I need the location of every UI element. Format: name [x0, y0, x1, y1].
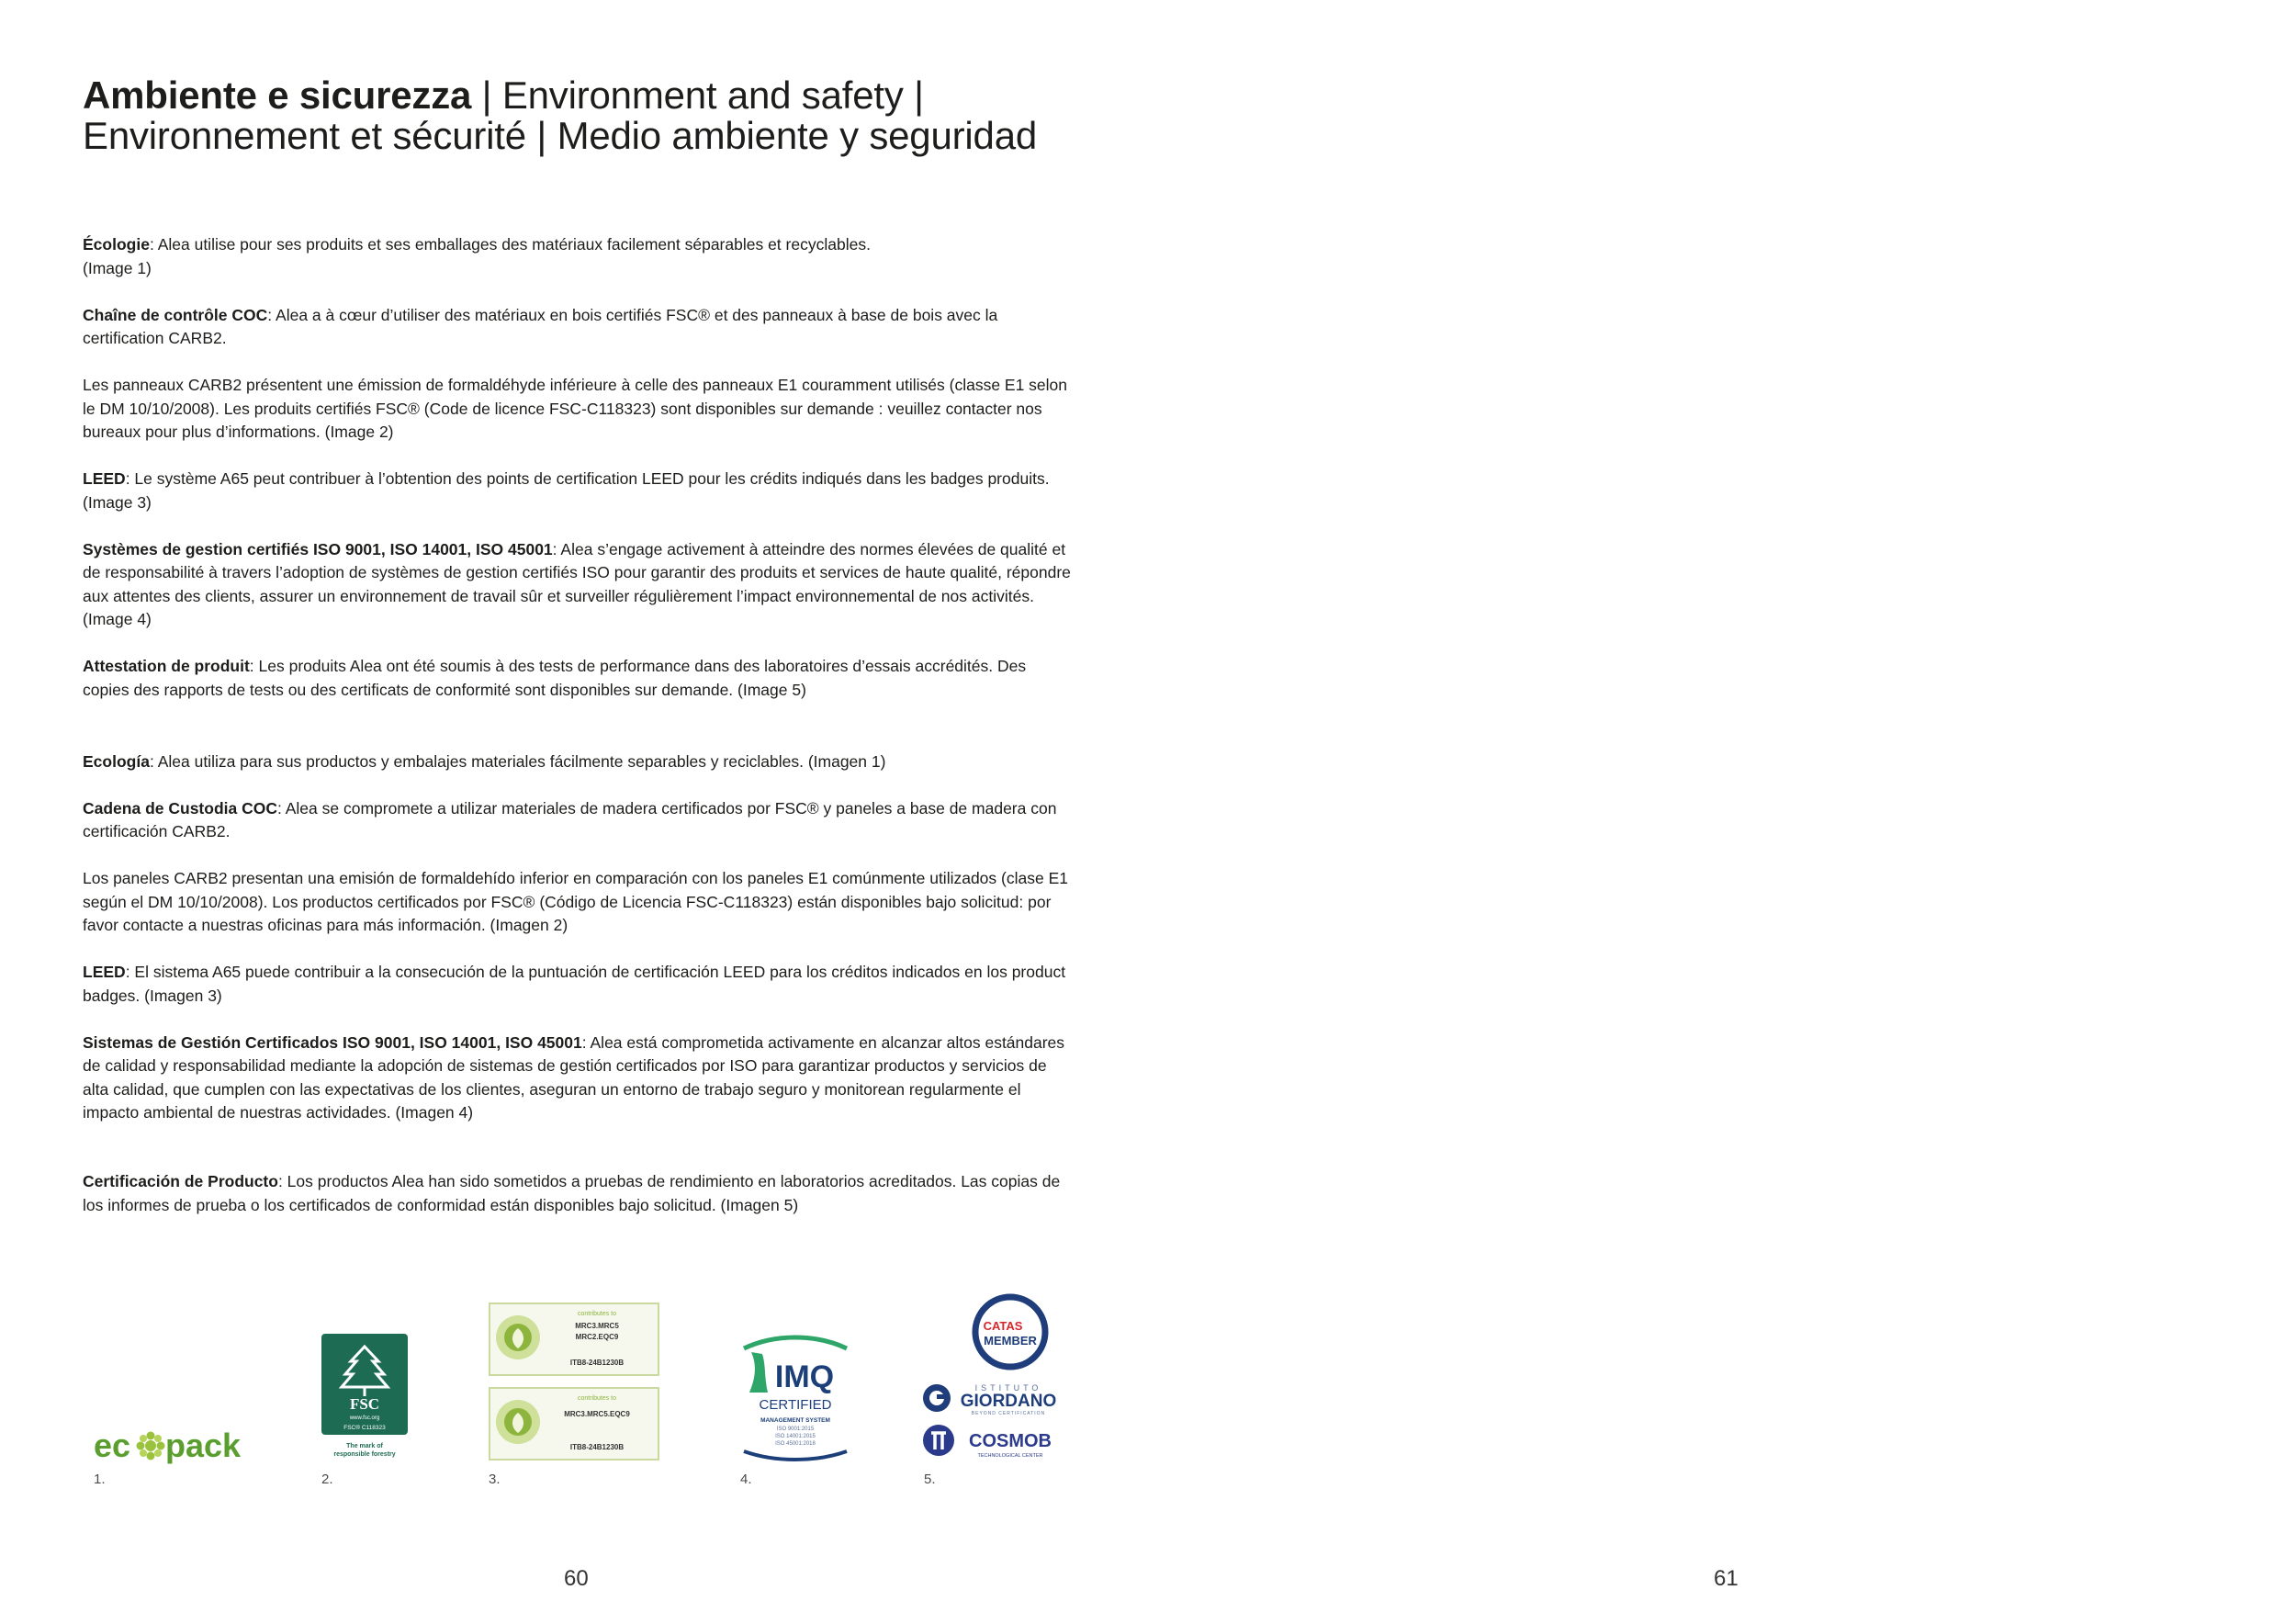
- catas-name: CATAS: [983, 1319, 1023, 1333]
- leed2-line1: contributes to: [577, 1395, 617, 1402]
- spanish-paragraph: [83, 1032, 1075, 1125]
- leed-badge-1: [490, 1303, 658, 1375]
- paragraph-label: Chaîne de contrôle COC: [83, 305, 268, 324]
- ecopack-text-right: pack: [165, 1427, 242, 1464]
- paragraph-label: LEED: [83, 469, 126, 488]
- cosmob-name: COSMOB: [969, 1431, 1052, 1451]
- giordano-name: GIORDANO: [960, 1392, 1057, 1411]
- paragraph-text: : Los productos Alea han sido sometidos a pruebas de rendimiento en laboratorios acreditados. Las copias de los informes de prueba o los certificados de conformidad están disponibles bajo solicitud. (Imagen 5): [83, 1172, 1061, 1214]
- imq-certified: CERTIFIED: [759, 1397, 832, 1413]
- imq-logo: [738, 1332, 852, 1467]
- leed-badge-2: [490, 1388, 658, 1460]
- french-paragraph: [83, 655, 1075, 702]
- imq-iso3: ISO 45001:2018: [775, 1441, 816, 1447]
- spanish-paragraph: [83, 797, 1075, 844]
- paragraph-label: Écologie: [83, 235, 150, 254]
- page-number-left: 60: [564, 1566, 589, 1591]
- fsc-tree-icon: [321, 1334, 413, 1462]
- spanish-paragraph: [83, 867, 1075, 938]
- logo-label-2: 2.: [321, 1472, 333, 1487]
- logo-label-4: 4.: [740, 1472, 752, 1487]
- imq-certified-icon: [738, 1332, 852, 1462]
- imq-iso1: ISO 9001:2015: [776, 1427, 815, 1432]
- paragraph-label: Ecología: [83, 751, 150, 771]
- cosmob-logo: [923, 1425, 1052, 1459]
- fsc-url: www.fsc.org: [349, 1415, 380, 1421]
- paragraph-text: : Alea utiliza para sus productos y embalajes materiales fácilmente separables y reciclables. (Imagen 1): [149, 751, 886, 771]
- french-paragraph: [83, 538, 1075, 632]
- fsc-name: FSC: [349, 1395, 380, 1413]
- ecopack-icon: [92, 1424, 266, 1464]
- spanish-paragraph: [83, 1170, 1075, 1217]
- giordano-top: ISTITUTO: [974, 1383, 1042, 1393]
- paragraph-label: LEED: [83, 963, 126, 981]
- title-bold: Ambiente e sicurezza: [83, 73, 472, 117]
- spanish-section: [83, 750, 1075, 1218]
- catas-giordano-cosmob-logo: [922, 1293, 1071, 1463]
- fsc-tagline1: The mark of: [346, 1443, 383, 1449]
- paragraph-label: Sistemas de Gestión Certificados ISO 9001, ISO 14001, ISO 45001: [83, 1032, 582, 1052]
- imq-name: IMQ: [774, 1359, 835, 1394]
- french-section: [83, 233, 1075, 702]
- cosmob-sub: TECHNOLOGICAL CENTER: [977, 1453, 1043, 1459]
- french-paragraph: [83, 374, 1075, 445]
- leed1-line3: MRC2.EQC9: [575, 1333, 619, 1341]
- giordano-sub: BEYOND CERTIFICATION: [971, 1411, 1046, 1416]
- leed1-line4: ITB8-24B1230B: [569, 1359, 625, 1367]
- french-paragraph: [83, 468, 1075, 514]
- paragraph-label: Systèmes de gestion certifiés ISO 9001, ISO 14001, ISO 45001: [83, 539, 553, 558]
- paragraph-text: Los paneles CARB2 presentan una emisión de formaldehído inferior en comparación con los paneles E1 comúnmente utilizados (clase E1 según el DM 10/10/2008). Los productos certificados por FSC® (Código de Licencia FSC-C118323) están disponibles bajo solicitud: por favor contacte a nuestras oficinas para más información. (Imagen 2): [83, 869, 1068, 934]
- leed1-line2: MRC3.MRC5: [575, 1322, 619, 1330]
- title-rest: | Environment and safety |: [471, 73, 924, 117]
- french-paragraph: [83, 233, 1075, 280]
- logo-label-5: 5.: [924, 1472, 936, 1487]
- leed2-line3: ITB8-24B1230B: [569, 1443, 625, 1451]
- leed2-line2: MRC3.MRC5.EQC9: [564, 1410, 630, 1418]
- paragraph-text: : Alea utilise pour ses produits et ses emballages des matériaux facilement séparables et recyclables. (Image 1): [83, 235, 871, 277]
- paragraph-label: Attestation de produit: [83, 657, 250, 675]
- french-paragraph: [83, 304, 1075, 351]
- paragraph-text: : Le système A65 peut contribuer à l’obtention des points de certification LEED pour les crédits indiqués dans les badges produits. (Image 3): [83, 469, 1050, 512]
- leed-badges: [489, 1303, 663, 1465]
- fsc-tagline2: responsible forestry: [333, 1451, 396, 1458]
- right-page: [1148, 0, 2296, 1624]
- paragraph-text: : Les produits Alea ont été soumis à des tests de performance dans des laboratoires d’essais accrédités. Des copies des rapports de tests ou des certificats de conformité sont disponibles sur demande. (Image 5): [83, 657, 1027, 699]
- fsc-logo: [321, 1334, 413, 1467]
- title-line2: Environnement et sécurité | Medio ambiente y seguridad: [83, 114, 1038, 157]
- paragraph-label: Cadena de Custodia COC: [83, 798, 277, 818]
- ecopack-text-left: ec: [94, 1427, 131, 1464]
- leed1-line1: contributes to: [577, 1311, 617, 1317]
- paragraph-label: Certificación de Producto: [83, 1172, 278, 1190]
- leed-badge-icon: [489, 1303, 663, 1460]
- catas-member-badge: [975, 1297, 1045, 1367]
- ecopack-logo: [92, 1424, 266, 1469]
- imq-sub: MANAGEMENT SYSTEM: [760, 1417, 830, 1424]
- spanish-paragraph: [83, 750, 1075, 774]
- imq-iso2: ISO 14001:2015: [775, 1434, 816, 1439]
- paragraph-text: Les panneaux CARB2 présentent une émission de formaldéhyde inférieure à celle des panneaux E1 couramment utilisés (classe E1 selon le DM 10/10/2008). Les produits certifiés FSC® (Code de licence FSC-C118323) sont disponibles sur demande : veuillez contacter nos bureaux pour plus d’informations. (Image 2): [83, 376, 1068, 441]
- paragraph-text: : El sistema A65 puede contribuir a la consecución de la puntuación de certificación LEED para los créditos indicados en los product badges. (Imagen 3): [83, 963, 1066, 1005]
- body-text: [83, 233, 1075, 1241]
- giordano-logo: [923, 1383, 1056, 1416]
- logo-label-3: 3.: [489, 1472, 501, 1487]
- page-title: [83, 75, 1093, 156]
- catas-member: MEMBER: [984, 1334, 1037, 1348]
- paragraph-text: : Alea a à cœur d’utiliser des matériaux en bois certifiés FSC® et des panneaux à base de bois avec la certification CARB2.: [83, 305, 998, 347]
- paragraph-text: : Alea está comprometida activamente en alcanzar altos estándares de calidad y responsabilidad mediante la adopción de sistemas de gestión certificados por ISO para garantizar productos y servicios de alta calidad, que cumplen con las expectativas de los clientes, aseguran un entorno de trabajo seguro y monitorean regularmente el impacto ambiental de nuestras actividades. (Imagen 4): [83, 1032, 1065, 1122]
- paragraph-text: : Alea s’engage activement à atteindre des normes élevées de qualité et de responsabilité à travers l’adoption de systèmes de gestion certifiés ISO pour garantir des produits et services de haute qualité, répondre aux attentes des clients, assurer un environnement de travail sûr et surveiller régulièrement l’impact environnemental de nos activités. (Image 4): [83, 539, 1071, 628]
- page-number-right: 61: [1714, 1566, 1739, 1591]
- paragraph-spacer: [83, 1148, 1075, 1170]
- ecopack-flower-icon: [137, 1432, 165, 1460]
- fsc-code: FSC® C118323: [343, 1425, 386, 1431]
- paragraph-text: : Alea se compromete a utilizar materiales de madera certificados por FSC® y paneles a base de madera con certificación CARB2.: [83, 798, 1057, 840]
- spanish-paragraph: [83, 961, 1075, 1008]
- logo-label-1: 1.: [94, 1472, 106, 1487]
- section-spacer: [83, 726, 1075, 750]
- testing-labs-icon: [922, 1293, 1071, 1459]
